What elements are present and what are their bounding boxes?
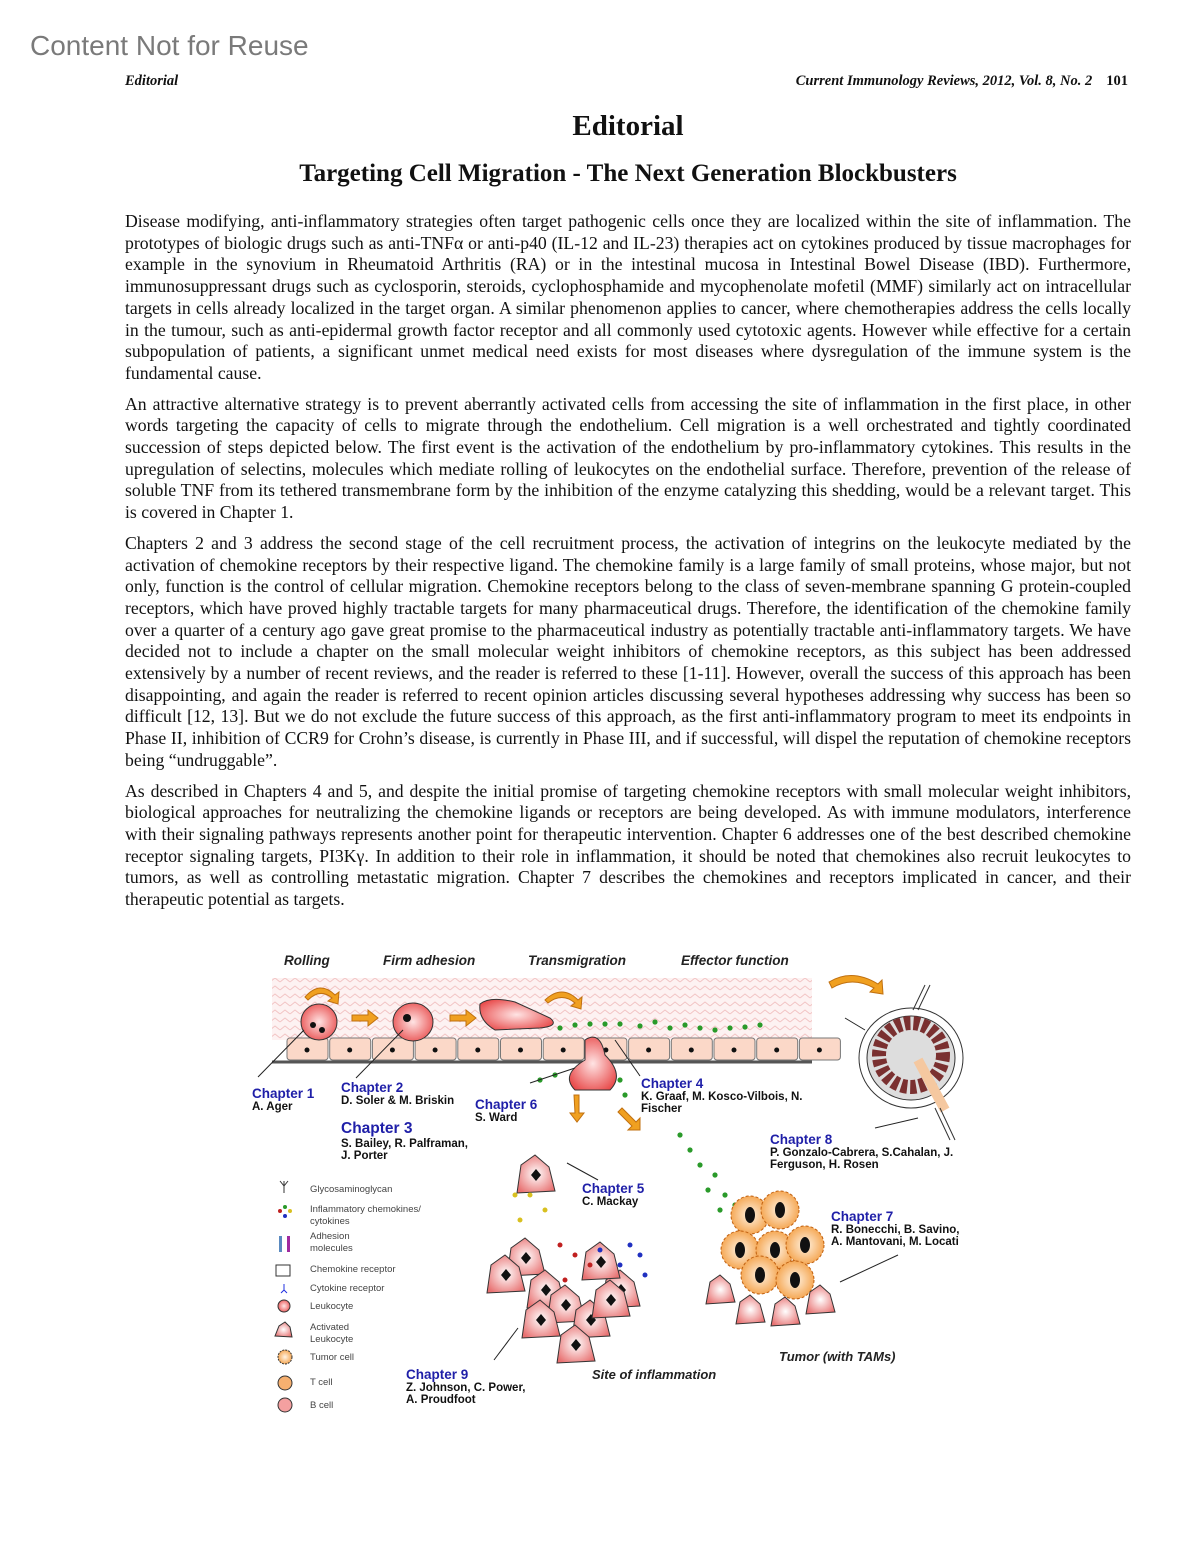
chemokine-dot	[722, 1192, 727, 1197]
nucleus	[390, 1048, 395, 1053]
blood-vessel	[859, 985, 963, 1140]
watermark: Content Not for Reuse	[30, 30, 309, 61]
leukocyte-icon	[278, 1300, 290, 1312]
legend-label: molecules	[310, 1243, 353, 1254]
chemokine-dot	[622, 1092, 627, 1097]
chapter-1-label	[252, 1086, 314, 1113]
legend-b-cell	[310, 1400, 333, 1412]
chemokine-dot	[757, 1022, 762, 1027]
legend-glycosaminoglycan	[310, 1184, 392, 1196]
paragraph: As described in Chapters 4 and 5, and despite the initial promise of targeting chemokine receptors with small molecular weight inhibitors, biological approaches for neutralizing the chemokine ligands or receptors are being developed. As with immune modulators, interference with their signaling pathways represents another point for therapeutic intervention. Chapter 6 addresses one of the best described chemokine receptor signaling targets, PI3Kγ. In addition to their role in inflammation, it should be noted that chemokines also recruit leukocytes to tumors, as well as controlling metastatic migration. Chapter 7 describes the chemokines and receptors implicated in cancer, and their therapeutic potential as targets.	[125, 780, 1131, 910]
nucleus	[518, 1048, 523, 1053]
nucleus	[689, 1048, 694, 1053]
nucleus	[561, 1048, 566, 1053]
chapter-authors: A. Mantovani, M. Locati	[831, 1236, 959, 1248]
chemokine-dot	[588, 1263, 593, 1268]
chemokine-dot	[638, 1253, 643, 1258]
chapter-authors: C. Mackay	[582, 1196, 639, 1208]
site-of-inflammation-label: Site of inflammation	[592, 1367, 717, 1382]
chemokine-dot	[513, 1193, 518, 1198]
legend-label: Chemokine receptor	[310, 1264, 396, 1275]
tumor-cells	[706, 1191, 835, 1326]
legend-t-cell	[310, 1377, 333, 1389]
chemokine-dot	[573, 1253, 578, 1258]
legend-cytokine-receptor	[310, 1283, 384, 1295]
paragraph: An attractive alternative strategy is to prevent aberrantly activated cells from accessing the site of inflammation in the first place, in other words targeting the capacity of cells to migrate through the endothelium. Cell migration is a well orchestrated and tightly coordinated succession of steps depicted below. The first event is the activation of the endothelium by pro-inflammatory cytokines. This results in the upregulation of selectins, molecules which mediate rolling of leukocytes on the endothelial surface. Therefore, prevention of the release of soluble TNF from its tethered transmembrane form by the inhibition of the enzyme catalyzing this shedding, would be a relevant target. This is covered in Chapter 1.	[125, 393, 1131, 523]
legend-tumor-cell	[310, 1352, 354, 1364]
chapter-5-label	[582, 1181, 644, 1208]
chemokine-receptor-icon	[276, 1265, 290, 1276]
chemokine-dot	[712, 1027, 717, 1032]
tumor-associated-macrophage	[771, 1297, 800, 1326]
chemokine-dot	[558, 1243, 563, 1248]
chapter-9-label	[406, 1367, 526, 1406]
chemokine-dot	[687, 1147, 692, 1152]
chemokine-dot	[742, 1024, 747, 1029]
chemokine-dot	[618, 1263, 623, 1268]
chapter-authors: P. Gonzalo-Cabrera, S.Cahalan, J.	[770, 1147, 954, 1159]
nucleus	[774, 1048, 779, 1053]
chemokine-dot	[717, 1207, 722, 1212]
adhesion-molecule-icon	[279, 1236, 290, 1252]
chapter-4-label	[641, 1076, 802, 1115]
chemokine-dot	[637, 1023, 642, 1028]
chemokine-dot	[643, 1273, 648, 1278]
nucleus	[646, 1048, 651, 1053]
chemokine-dot	[543, 1208, 548, 1213]
chapter-7-label	[831, 1209, 959, 1248]
chapter-authors: K. Graaf, M. Kosco-Vilbois, N.	[641, 1091, 803, 1103]
chemokine-dot	[572, 1022, 577, 1027]
nucleus	[732, 1048, 737, 1053]
chemokine-dot	[617, 1077, 622, 1082]
legend-chemokine-receptor	[310, 1264, 396, 1276]
legend-label: cytokines	[310, 1216, 350, 1227]
adhering-leukocyte	[393, 1003, 433, 1041]
chapter-title: Chapter 2	[341, 1080, 404, 1095]
paragraph: Disease modifying, anti-inflammatory strategies often target pathogenic cells once they are localized within the site of inflammation. The prototypes of biologic drugs such as anti-TNFα or anti-p40 (IL-12 and IL-23) therapies act on cytokines produced by tissue macrophages for example in the synovium in Rheumatoid Arthritis (RA) or in the intestinal mucosa in Intestinal Bowel Disease (IBD). Furthermore, immunosuppressant drugs such as cyclosporin, steroids, cyclophosphamide and mycophenolate mofetil (MMF) similarly act on intracellular targets in cells already localized in the target organ. A similar phenomenon applies to cancer, where chemotherapies address the cells locally in the tumour, such as anti-epidermal growth factor receptor and all commonly used cytotoxic agents. However while effective for a certain subpopulation of patients, a significant unmet medical need exists for most diseases where dysregulation of the immune system is the fundamental cause.	[125, 211, 1131, 383]
legend-label: Activated	[310, 1322, 350, 1333]
legend-label: T cell	[310, 1377, 333, 1388]
chapter-title: Chapter 8	[770, 1132, 833, 1147]
chemokine-dot	[528, 1193, 533, 1198]
nucleus	[755, 1267, 765, 1283]
legend-icons	[275, 1181, 292, 1412]
chemokine-dot	[727, 1025, 732, 1030]
chapter-2-label	[341, 1080, 454, 1107]
chemokine-dot	[602, 1021, 607, 1026]
chemokine-dot	[697, 1162, 702, 1167]
cytokine-receptor-icon	[281, 1284, 287, 1293]
nucleus	[817, 1048, 822, 1053]
legend-adhesion-molecules	[310, 1231, 353, 1255]
legend-label: Leukocyte	[310, 1334, 354, 1345]
chapter-title: Chapter 9	[406, 1367, 469, 1382]
chemokine-dot	[628, 1243, 633, 1248]
stage-rolling: Rolling	[284, 953, 330, 968]
chapter-title: Chapter 5	[582, 1181, 645, 1196]
legend-label: Glycosaminoglycan	[310, 1184, 393, 1195]
legend-chemokines	[310, 1204, 421, 1228]
chemokine-dot	[677, 1132, 682, 1137]
chemokine-dot	[705, 1187, 710, 1192]
stage-transmigration: Transmigration	[528, 953, 627, 968]
chemokine-dot	[557, 1025, 562, 1030]
chapter-8-label	[770, 1132, 953, 1171]
rolling-leukocyte	[301, 1004, 337, 1040]
journal-citation: Current Immunology Reviews, 2012, Vol. 8, No. 2	[795, 73, 1093, 89]
chemokine-dot	[563, 1278, 568, 1283]
legend-label: B cell	[310, 1400, 334, 1411]
chapter-title: Chapter 7	[831, 1209, 894, 1224]
t-cell-icon	[278, 1376, 292, 1390]
tumor-associated-macrophage	[736, 1295, 765, 1324]
chapter-authors: Fischer	[641, 1103, 682, 1115]
chemokine-dot	[712, 1172, 717, 1177]
legend-leukocyte	[310, 1301, 353, 1313]
tumor-label: Tumor (with TAMs)	[779, 1349, 896, 1364]
chapter-authors: D. Soler & M. Briskin	[341, 1095, 455, 1107]
chemokine-dot	[617, 1021, 622, 1026]
chapter-3-label	[341, 1120, 468, 1162]
chapter-6-label	[475, 1097, 537, 1124]
chemokine-dot	[587, 1021, 592, 1026]
chapter-authors: J. Porter	[341, 1150, 388, 1162]
chapter-title: Chapter 6	[475, 1097, 538, 1112]
chapter-authors: Ferguson, H. Rosen	[770, 1159, 879, 1171]
nucleus	[800, 1237, 810, 1253]
page-number: 101	[1106, 73, 1128, 89]
page-title: Editorial	[572, 110, 684, 142]
glycosaminoglycan-icon	[280, 1181, 288, 1193]
legend-label: Tumor cell	[310, 1352, 354, 1363]
article-title: Targeting Cell Migration - The Next Generation Blockbusters	[299, 160, 957, 187]
legend-label: Adhesion	[310, 1231, 350, 1242]
tumor-associated-macrophage	[706, 1275, 735, 1304]
legend-activated-leukocyte	[310, 1322, 353, 1346]
chapter-authors: A. Ager	[252, 1101, 293, 1113]
nucleus	[790, 1272, 800, 1288]
chemokine-dot	[598, 1248, 603, 1253]
activated-leukocyte-icon	[275, 1322, 292, 1337]
chemokine-dots-icon	[278, 1205, 292, 1218]
b-cell-icon	[278, 1398, 292, 1412]
chapter-authors: Z. Johnson, C. Power,	[406, 1382, 526, 1394]
chapter-title: Chapter 4	[641, 1076, 704, 1091]
nucleus	[775, 1202, 785, 1218]
chemokine-dot	[697, 1025, 702, 1030]
legend-label: Inflammatory chemokines/	[310, 1204, 421, 1215]
chemokine-dot	[652, 1019, 657, 1024]
nucleus	[745, 1207, 755, 1223]
nucleus	[770, 1242, 780, 1258]
paragraph: Chapters 2 and 3 address the second stage of the cell recruitment process, the activation of integrins on the leukocyte mediated by the activation of chemokine receptors by their respective ligand. The chemokine family is a large family of small proteins, whose major, but not only, function is the control of cellular migration. Chemokine receptors belong to the class of seven-membrane spanning G protein-coupled receptors, which have proved highly tractable targets for many pharmaceutical drugs. Therefore, the identification of the chemokine family over a quarter of a century ago gave great promise to the pharmaceutical industry as potentially tractable anti-inflammatory targets. We have decided not to include a chapter on the small molecular weight inhibitors of chemokine receptors, as this subject has been addressed extensively by a number of recent reviews, and the reader is referred to these [1-11]. However, overall the success of this approach has been disappointing, and again the reader is referred to recent opinion articles discussing several hypotheses addressing why success has been so difficult [12, 13]. But we do not exclude the future success of this approach, as the first anti-inflammatory program to meet its endpoints in Phase II, inhibition of CCR9 for Crohn’s disease, is currently in Phase III, and if successful, will dispel the reputation of chemokine receptors being “undruggable”.	[125, 532, 1131, 770]
legend-label: Leukocyte	[310, 1301, 354, 1312]
legend-label: Cytokine receptor	[310, 1283, 385, 1294]
nucleus	[305, 1048, 310, 1053]
chemokine-dot	[682, 1022, 687, 1027]
chapter-authors: S. Bailey, R. Palframan,	[341, 1138, 468, 1150]
stage-firm-adhesion: Firm adhesion	[383, 953, 476, 968]
chapter-title: Chapter 3	[341, 1120, 413, 1137]
nucleus	[433, 1048, 438, 1053]
stage-effector-function: Effector function	[681, 953, 789, 968]
chapter-authors: R. Bonecchi, B. Savino,	[831, 1224, 960, 1236]
running-head-section: Editorial	[125, 73, 179, 89]
chemokine-dot	[518, 1218, 523, 1223]
tumor-cell-icon	[278, 1350, 292, 1364]
nucleus	[347, 1048, 352, 1053]
nucleus	[735, 1242, 745, 1258]
chemokine-dot	[667, 1025, 672, 1030]
chapter-title: Chapter 1	[252, 1086, 315, 1101]
nucleus	[475, 1048, 480, 1053]
chapter-authors: A. Proudfoot	[406, 1394, 476, 1406]
chapter-authors: S. Ward	[475, 1112, 518, 1124]
